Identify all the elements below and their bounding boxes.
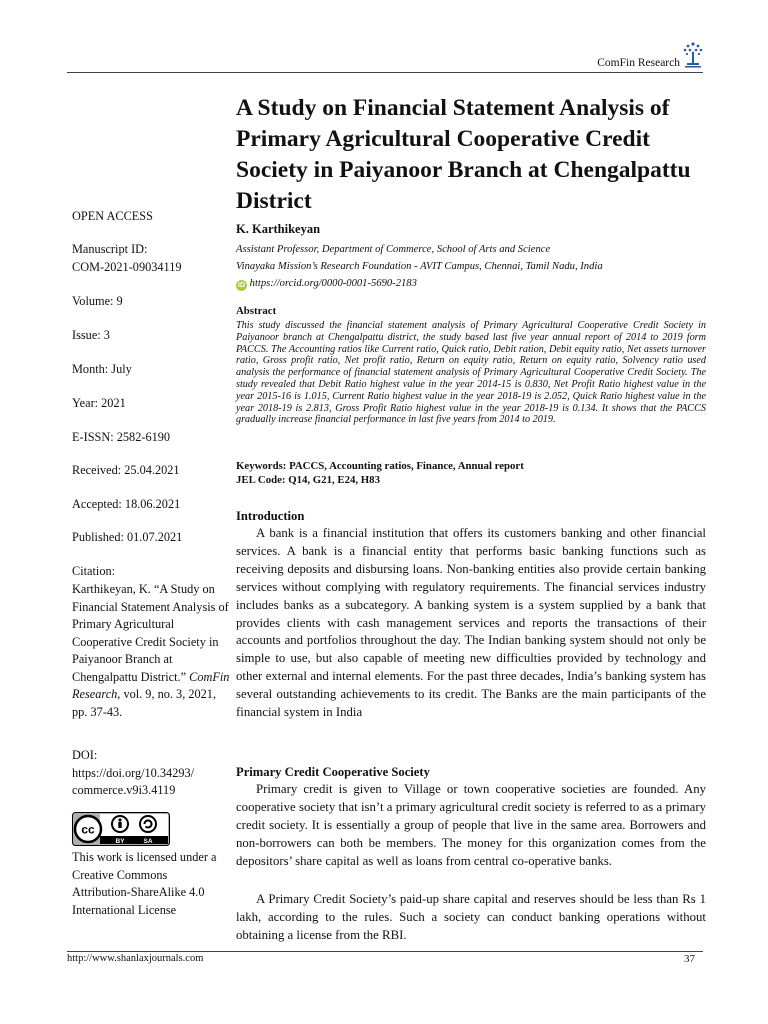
header-divider [67,72,703,73]
footer-url-link[interactable]: http://www.shanlaxjournals.com [67,953,204,964]
pccs-heading: Primary Credit Cooperative Society [236,765,430,779]
open-access-label: OPEN ACCESS [72,209,153,223]
volume: Volume: 9 [72,294,123,308]
footer-divider [67,951,703,952]
orcid-row [236,275,706,292]
cc-by-text: BY [115,838,125,845]
abstract-heading: Abstract [236,305,277,317]
author-name: K. Karthikeyan [236,222,321,236]
introduction-paragraph: A bank is a financial institution that offers its customers banking and other financial services. A bank is a financial entity that performs basic banking functions such as receiving deposits and disbursing loans. Non-banking entities also provide certain banking services without complying with regulatory requirements. The financial services industry includes banks as a subcategory. A banking system is a system supplied by a bank that provides clients with cash management services and reports the transactions of their accounts and portfolios throughout the day. The Indian banking system should not only be simple to use, but also capable of meeting new difficulties provided by technology and other external and internal elements. For the past three decades, India’s banking system has several outstanding achievements to its credit. The Banks are the main participants of the financial system in India [236,526,706,720]
article-title: A Study on Financial Statement Analysis of Primary Agricultural Cooperative Credit Society in Paiyanoor Branch at Chengalpattu District [236,95,691,214]
eissn: E-ISSN: 2582-6190 [72,430,171,444]
keywords: Keywords: PACCS, Accounting ratios, Finance, Annual report [236,460,524,472]
cc-by-sa-badge-icon[interactable] [72,812,170,846]
citation-text [72,581,230,721]
accepted-date: Accepted: 18.06.2021 [72,497,181,511]
year: Year: 2021 [72,396,126,410]
published-date: Published: 01.07.2021 [72,530,183,544]
license-text: This work is licensed under a Creative Commons Attribution-ShareAlike 4.0 International License [72,850,217,917]
doi-link-line2[interactable]: commerce.v9i3.4119 [72,783,176,797]
orcid-icon: iD [238,282,245,289]
manuscript-id: COM-2021-09034119 [72,260,182,274]
jel-code: JEL Code: Q14, G21, E24, H83 [236,474,380,486]
citation-body: Karthikeyan, K. “A Study on Financial Statement Analysis of Primary Agricultural Cooperative Credit Society in Paiyanoor Branch at Chengalpattu District.” [72,582,229,684]
issue: Issue: 3 [72,328,110,342]
cc-sa-text: SA [143,838,153,845]
affiliation-line2: Vinayaka Mission’s Research Foundation - AVIT Campus, Chennai, Tamil Nadu, India [236,261,603,272]
journal-logo-icon [681,40,705,70]
doi-link-line1[interactable]: https://doi.org/10.34293/ [72,766,195,780]
manuscript-id-label: Manuscript ID: [72,242,148,256]
orcid-link[interactable]: https://orcid.org/0000-0001-5690-2183 [249,278,417,289]
citation-journal: ComFin Research [72,669,230,701]
doi-label: DOI: [72,748,98,762]
journal-name: ComFin Research [597,57,680,69]
pccs-paragraph-1: Primary credit is given to Village or town cooperative societies are founded. Any cooperative society that isn’t a primary agricultural credit society is referred to as a primary credit society. It is essentially a group of people that live in the same area. Borrowers and non-borrowers can both be members. The money for this organization comes from the depositors’ share capital as well as loans from central co-operative banks. [236,782,706,868]
introduction-heading: Introduction [236,509,305,523]
month: Month: July [72,362,132,376]
citation-label: Citation: [72,564,116,578]
affiliation-line1: Assistant Professor, Department of Commerce, School of Arts and Science [236,244,551,255]
abstract-text: This study discussed the financial statement analysis of Primary Agricultural Cooperative Credit Society in Paiyanoor branch at Chengalpattu district, the study based last five year annual report of 2014 to 2019 form PACCS. The Accounting ratios like Current ratio, Quick ratio, Debit ration, Debit equity ratio, Net assets turnover ratio, Gross profit ratio, Net profit ratio, Return on equity ratio, Return on equity ratio, Solvency ratio used analysis the performance of financial statement analysis of Primary Agricultural Cooperative Credit Society. The study revealed that Debit Ratio highest value in the year 2014-15 is 0.830, Net Profit Ratio highest value in the year 2015-16 is 1.015, Current Ratio highest value in the year 2018-19 is 2.052, Quick Ratio highest value in the year 2018-19 is 2.813, Gross Profit Ratio highest value in the year 2018-19 is 0.134. It shows that the PACCS gradually increase financial performance in last five years from 2014 to 2019. [236,320,706,426]
citation-rest: , vol. 9, no. 3, 2021, pp. 37-43. [72,687,217,719]
received-date: Received: 25.04.2021 [72,463,180,477]
page-number: 37 [684,953,695,965]
pccs-paragraph-2: A Primary Credit Society’s paid-up share capital and reserves should be less than Rs 1 lakh, according to the rules. Such a society can conduct banking operations without obtaining a license from the RBI. [236,892,706,942]
svg-text:cc: cc [81,822,95,837]
